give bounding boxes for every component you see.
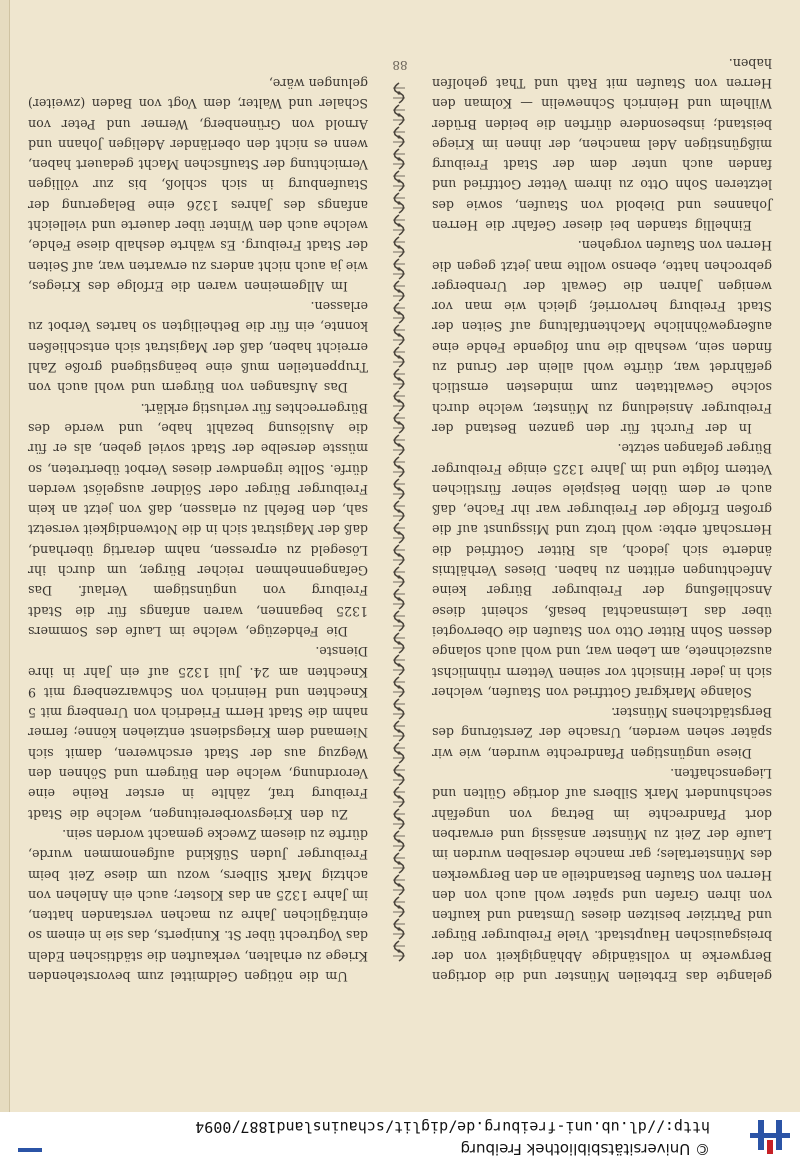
paragraph: Einhellig standen bei dieser Gefahr die Herren Johannes und Diebold von Staufen, sowie des letzteren Sohn Otto zu ihrem Vetter Gottfried und fanden auch unter dem der Stadt Freiburg mißgünstigen Adel manchen, der ihnen im Kriege beistand; insbesondere dürften die beiden Brüder Wilhelm und Heinrich Schnewelin — Kolman den Herren von Staufen mit Rath und That geholfen haben.	[432, 55, 772, 234]
paragraph: Die Fehdezüge, welche im Laufe des Sommers 1325 begannen, waren anfangs für die Stadt Freiburg von ungünstigem Verlauf. Das Gefangennehmen reicher Bürger, um durch ihr Lösegeld zu erpressen, nahm derartig überhand, daß der Magistrat sich in die Notwendigkeit versetzt sah, den Befehl zu erlassen, daß von jetzt an kein Freiburger Bürger oder Söldner ausgelöst werden dürfe. Sollte irgendwer dieses Verbot übertreten, so müsste derselbe der Stadt soviel geben, als er für die Auslösung bezahlt habe, und werde des Bürgerrechtes für verlustig erklärt.	[28, 400, 368, 639]
paragraph: In der Furcht für den ganzen Bestand der Freiburger Ansiedlung zu Münster, welche durch solche Gewalttaten zum mindesten ernstlich gefährdet war, dürfte wohl allein der Grund zu finden sein, weshalb die nun folgende Fehde eine außergewöhnliche Machtentfaltung auf Seiten der Stadt Freiburg hervorrief; gleich wie man vor wenigen Jahren die Gewalt der Urenberger gebrochen hatte, ebenso wollte man jetzt gegen die Herren von Staufen vorgehen.	[432, 238, 772, 436]
paragraph: Solange Markgraf Gottfried von Staufen, welcher sich in jeder Hinsicht vor seinen Vettern rühmlichst auszeichnete, am Leben war, und wohl auch solange dessen Sohn Ritter Otto von Staufen die Obervogtei über das Leimsnachtal besaß, scheint diese Anschließung der Freiburger Bürger keine Anfechtungen erlitten zu haben. Dieses Verhältnis änderte sich jedoch, als Ritter Gottfried die Herrschaft erbte: wohl trotz und Missgunst auf die großen Erfolge der Freiburger war ihr Fache, daß auch er dem üblen Beispiele seiner fürstlichen Vettern folgte und im Jahre 1325 einige Freiburger Bürger gefangen setzte.	[432, 441, 772, 700]
ub-freiburg-logo-icon	[746, 1118, 790, 1154]
text-column-right	[28, 73, 368, 986]
paragraph: Im Allgemeinen waren die Erfolge des Krieges, wie ja auch nicht anders zu erwarten war, auf Seiten der Stadt Freiburg. Es währte deshalb diese Fehde, welche auch den Winter über dauerte und vielleicht anfangs des Jahres 1326 eine Belagerung der Staufenburg in sich schloß, bis zur völligen Vernichtung der Staufischen Macht gedauert haben, wenn es nicht den oberländer Adeligen Johann und Arnold von Grünenberg, Werner und Peter von Schaler und Walter, dem Vogt von Baden (zweiter) gelungen wäre,	[28, 75, 368, 294]
footer-attribution-bar	[0, 1111, 800, 1160]
institution-copyright: © Universitätsbibliothek Freiburg	[460, 1140, 710, 1158]
text-column-left	[432, 52, 772, 986]
paragraph: Zu den Kriegsvorbereitungen, welche die Stadt Freiburg traf, zählte in erster Reihe eine Verordnung, welche den Bürgern und Söhnen den Wegzug aus der Stadt erschweren, damit sich Niemand dem Kriegsdienst entziehen könne; ferner nahm die Stadt Herrn Friedrich von Urenberg mit 5 Knechten und Heinrich von Schwarzenberg mit 9 Knechten am 24. Juli 1325 auf ein Jahr in ihre Dienste.	[28, 644, 368, 822]
vertical-ornament-divider	[390, 82, 408, 962]
source-url-link[interactable]: http://dl.ub.uni-freiburg.de/diglit/schauinsland1887/0094	[195, 1118, 710, 1136]
page-number: 88	[392, 58, 408, 72]
page-edge	[0, 0, 10, 1112]
corner-mark-icon	[18, 1148, 42, 1152]
paragraph: gelangte das Erbteilen Münster und die dortigen Bergwerke in vollständige Abhängigkeit von der breisgauischen Hauptstadt. Viele Freiburger Bürger und Patrizier besitzen dieses Umstand und kauften von ihren Grafen und später wohl auch von den Herren von Staufen Bestandteile an den Bergwerken des Münstertales; gar manche derselben wurden im Laufe der Zeit zu Münster ansässig und erwarben dort Pfandrechte im Betrag von ungefähr sechshundert Mark Silbers auf dortige Gülten und Liegenschaften.	[432, 766, 772, 984]
paragraph: Das Aufsangen von Bürgern und wohl auch von Truppenteilen muß eine beängstigend große Zahl erreicht haben, daß der Magistrat sich entschließen konnte, ein für die Betheiligten so hartes Verbot zu erlassen.	[28, 299, 368, 396]
paragraph: Um die nötigen Geldmittel zum bevorstehenden Kriege zu erhalten, verkauften die städtischen Edeln das Vogtrecht über St. Kuniperts, das sie in einem so einträglichen Jahre zu machen verstanden hatten, im Jahre 1325 an das Kloster; auch ein Anlehen von achtzig Mark Silbers, wozu um diese Zeit beim Freiburger Juden Süßkind aufgenommen wurde, dürfte zu diesem Zwecke gemacht worden sein.	[28, 826, 368, 984]
paragraph: Diese ungünstigen Pfandrechte wurden, wie wir später sehen werden, Ursache der Zerstörung des Bergstädtchens Münster.	[432, 705, 772, 761]
